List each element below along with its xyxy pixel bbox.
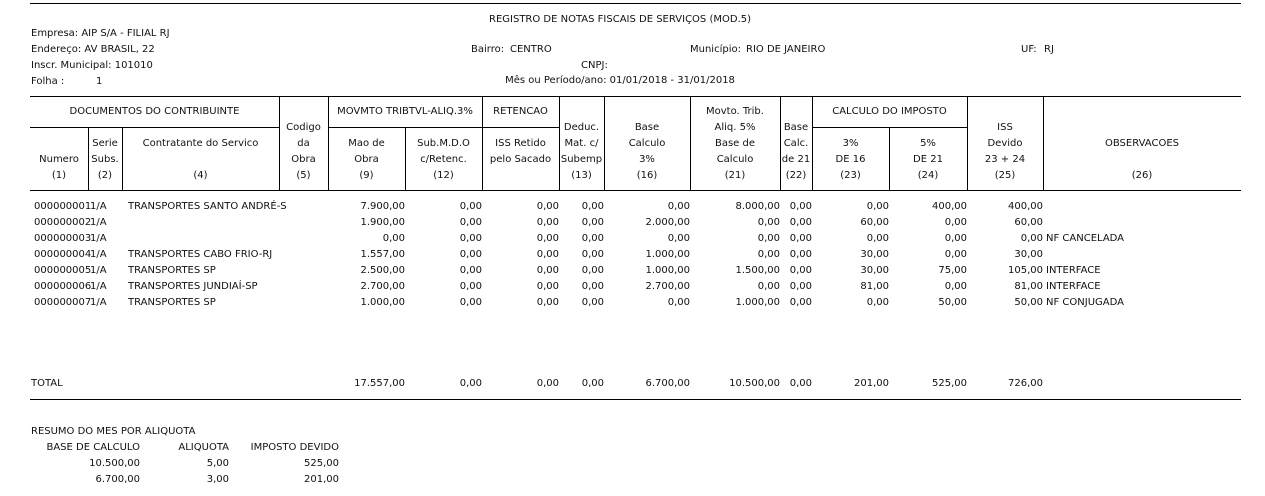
column-header-line: (1)	[51, 170, 67, 181]
column-header-line: Base	[783, 122, 809, 133]
column-header-line: Subemp	[560, 154, 603, 165]
group-retencao: RETENCAO	[493, 106, 548, 117]
cell-deduc: 0,00	[581, 217, 604, 228]
column-header-line: (22)	[785, 170, 807, 181]
column-header-line: Movto. Trib.	[706, 106, 764, 117]
column-header-line: (24)	[917, 170, 939, 181]
top-border	[30, 3, 1241, 4]
column-header-line: ISS	[997, 122, 1013, 133]
cell-iss-retido: 0,00	[536, 233, 559, 244]
resumo-title: RESUMO DO MES POR ALIQUOTA	[31, 426, 196, 437]
column-header-line: (13)	[571, 170, 592, 181]
group-calculo: CALCULO DO IMPOSTO	[832, 106, 947, 117]
bairro-label: Bairro:	[471, 44, 505, 55]
cell-iss: 60,00	[1014, 217, 1043, 228]
column-header-line: da	[297, 138, 310, 149]
empresa-text: Empresa: AIP S/A - FILIAL RJ	[31, 28, 170, 39]
total-iss: 726,00	[1008, 378, 1043, 389]
cell-iss: 0,00	[1020, 233, 1043, 244]
cell-sub-mdo: 0,00	[459, 297, 482, 308]
column-header-line: Calculo	[716, 154, 754, 165]
bairro-value: CENTRO	[510, 44, 552, 55]
cell-deduc: 0,00	[581, 249, 604, 260]
column-header-line: Sub.M.D.O	[417, 138, 470, 149]
total-base5: 10.500,00	[729, 378, 780, 389]
column-header-line: de 21	[781, 154, 811, 165]
cell-numero: 000000002	[34, 217, 92, 228]
group-line-retencao	[482, 127, 559, 128]
cell-base21: 0,00	[789, 249, 812, 260]
periodo-text: Mês ou Período/ano: 01/01/2018 - 31/01/2018	[505, 75, 735, 86]
group-documentos: DOCUMENTOS DO CONTRIBUINTE	[69, 106, 240, 117]
cell-v5: 400,00	[932, 201, 967, 212]
cell-base21: 0,00	[789, 265, 812, 276]
cell-mao-obra: 1.557,00	[360, 249, 405, 260]
column-header-line: DE 16	[835, 154, 866, 165]
column-header-line: DE 21	[913, 154, 943, 165]
cnpj-label: CNPJ:	[581, 60, 608, 71]
cell-v3: 0,00	[866, 233, 889, 244]
cell-iss: 400,00	[1008, 201, 1043, 212]
column-header-line: Contratante do Servico	[142, 138, 259, 149]
cell-iss-retido: 0,00	[536, 281, 559, 292]
cell-v3: 0,00	[866, 201, 889, 212]
total-mao-obra: 17.557,00	[354, 378, 405, 389]
resumo-cell-base: 6.700,00	[95, 474, 140, 485]
total-v5: 525,00	[932, 378, 967, 389]
cell-base5: 0,00	[757, 281, 780, 292]
cell-contratante: TRANSPORTES JUNDIAÍ-SP	[128, 281, 258, 292]
cell-v5: 0,00	[944, 281, 967, 292]
cell-v3: 0,00	[866, 297, 889, 308]
cell-mao-obra: 2.500,00	[360, 265, 405, 276]
resumo-col-base: BASE DE CALCULO	[46, 442, 140, 453]
cell-base5: 1.000,00	[735, 297, 780, 308]
column-header-line: (21)	[724, 170, 746, 181]
cell-sub-mdo: 0,00	[459, 201, 482, 212]
column-header-line: Base de	[714, 138, 756, 149]
cell-iss: 81,00	[1014, 281, 1043, 292]
cell-numero: 000000004	[34, 249, 92, 260]
cell-serie: 1/A	[90, 217, 107, 228]
column-header-line: Base	[634, 122, 660, 133]
endereco-text: Endereço: AV BRASIL, 22	[31, 44, 155, 55]
cell-iss-retido: 0,00	[536, 297, 559, 308]
cell-mao-obra: 1.900,00	[360, 217, 405, 228]
total-sub-mdo: 0,00	[459, 378, 482, 389]
column-header-line: OBSERVACOES	[1104, 138, 1179, 149]
total-deduc: 0,00	[581, 378, 604, 389]
cell-iss: 30,00	[1014, 249, 1043, 260]
group-line-documentos	[30, 127, 279, 128]
column-header-line: 3%	[842, 138, 859, 149]
column-header-line: 3%	[639, 154, 655, 165]
cell-sub-mdo: 0,00	[459, 249, 482, 260]
column-header-line: Mat. c/	[564, 138, 599, 149]
column-header-line: 5%	[920, 138, 936, 149]
column-header-line: Obra	[354, 154, 379, 165]
cell-base3: 1.000,00	[645, 265, 690, 276]
cell-contratante: TRANSPORTES SP	[128, 297, 216, 308]
cell-numero: 000000006	[34, 281, 92, 292]
column-header-line: c/Retenc.	[420, 154, 467, 165]
cell-base21: 0,00	[789, 281, 812, 292]
cell-obs: NF CONJUGADA	[1046, 297, 1124, 308]
resumo-cell-imposto: 525,00	[304, 458, 339, 469]
cell-v3: 30,00	[860, 249, 889, 260]
cell-serie: 1/A	[90, 281, 107, 292]
column-header-line: (16)	[636, 170, 658, 181]
cell-contratante: TRANSPORTES SANTO ANDRÉ-S	[128, 201, 287, 212]
cell-sub-mdo: 0,00	[459, 217, 482, 228]
resumo-cell-aliquota: 3,00	[206, 474, 229, 485]
cell-iss: 105,00	[1008, 265, 1043, 276]
cell-serie: 1/A	[90, 201, 107, 212]
cell-sub-mdo: 0,00	[459, 281, 482, 292]
report-title: REGISTRO DE NOTAS FISCAIS DE SERVIÇOS (MOD.5)	[489, 14, 751, 25]
folha-label: Folha :	[31, 76, 65, 87]
cell-v3: 81,00	[860, 281, 889, 292]
cell-serie: 1/A	[90, 249, 107, 260]
cell-base3: 2.000,00	[645, 217, 690, 228]
column-header-line: (23)	[840, 170, 861, 181]
total-base3: 6.700,00	[645, 378, 690, 389]
cell-v3: 60,00	[860, 217, 889, 228]
uf-label: UF:	[1021, 44, 1037, 55]
cell-base5: 1.500,00	[735, 265, 780, 276]
header-top-line	[30, 96, 1241, 97]
cell-numero: 000000001	[34, 201, 92, 212]
cell-base5: 0,00	[757, 233, 780, 244]
cell-v3: 30,00	[860, 265, 889, 276]
total-bottom-line	[30, 399, 1241, 400]
group-movmto: MOVMTO TRIBTVL-ALIQ.3%	[337, 106, 473, 117]
cell-deduc: 0,00	[581, 201, 604, 212]
cell-sub-mdo: 0,00	[459, 233, 482, 244]
cell-mao-obra: 2.700,00	[360, 281, 405, 292]
cell-mao-obra: 7.900,00	[360, 201, 405, 212]
header-bottom-line	[30, 190, 1241, 191]
column-header-line: (25)	[994, 170, 1016, 181]
column-header-line: Aliq. 5%	[714, 122, 756, 133]
cell-base3: 0,00	[667, 233, 690, 244]
cell-contratante: TRANSPORTES CABO FRIO-RJ	[128, 249, 273, 260]
cell-v5: 75,00	[938, 265, 967, 276]
inscricao-text: Inscr. Municipal: 101010	[31, 60, 153, 71]
cell-sub-mdo: 0,00	[459, 265, 482, 276]
cell-iss-retido: 0,00	[536, 265, 559, 276]
column-header-line: Obra	[291, 154, 316, 165]
cell-base21: 0,00	[789, 297, 812, 308]
cell-base5: 0,00	[757, 249, 780, 260]
cell-iss: 50,00	[1014, 297, 1043, 308]
cell-v5: 0,00	[944, 233, 967, 244]
column-header-line: 23 + 24	[984, 154, 1026, 165]
cell-v5: 0,00	[944, 217, 967, 228]
column-header-line: (12)	[433, 170, 454, 181]
cell-deduc: 0,00	[581, 233, 604, 244]
column-header-line: ISS Retido	[495, 138, 546, 149]
column-header-line: pelo Sacado	[489, 154, 552, 165]
column-header-line: (5)	[296, 170, 311, 181]
column-header-line: Calculo	[628, 138, 666, 149]
column-header-line: Deduc.	[563, 122, 600, 133]
cell-base3: 1.000,00	[645, 249, 690, 260]
column-header-line: (9)	[359, 170, 374, 181]
cell-iss-retido: 0,00	[536, 249, 559, 260]
total-iss-retido: 0,00	[536, 378, 559, 389]
cell-base21: 0,00	[789, 217, 812, 228]
column-header-line: Calc.	[783, 138, 809, 149]
cell-obs: INTERFACE	[1046, 265, 1101, 276]
cell-serie: 1/A	[90, 297, 107, 308]
cell-contratante: TRANSPORTES SP	[128, 265, 216, 276]
cell-iss-retido: 0,00	[536, 201, 559, 212]
cell-numero: 000000005	[34, 265, 92, 276]
cell-numero: 000000003	[34, 233, 92, 244]
cell-base3: 0,00	[667, 201, 690, 212]
cell-base3: 0,00	[667, 297, 690, 308]
cell-v5: 0,00	[944, 249, 967, 260]
municipio-value: RIO DE JANEIRO	[746, 44, 826, 55]
column-header-line: (4)	[193, 170, 208, 181]
cell-deduc: 0,00	[581, 265, 604, 276]
cell-deduc: 0,00	[581, 297, 604, 308]
cell-v5: 50,00	[938, 297, 967, 308]
resumo-cell-base: 10.500,00	[89, 458, 140, 469]
cell-obs: INTERFACE	[1046, 281, 1101, 292]
folha-value: 1	[96, 76, 103, 87]
cell-numero: 000000007	[34, 297, 92, 308]
cell-base5: 0,00	[757, 217, 780, 228]
cell-base21: 0,00	[789, 233, 812, 244]
total-v3: 201,00	[854, 378, 889, 389]
municipio-label: Município:	[690, 44, 741, 55]
total-label: TOTAL	[31, 378, 63, 389]
column-header-line: Mao de	[348, 138, 385, 149]
column-header-line: Codigo	[286, 122, 321, 133]
column-header-line: Subs.	[91, 154, 119, 165]
resumo-col-imposto: IMPOSTO DEVIDO	[250, 442, 339, 453]
resumo-cell-aliquota: 5,00	[206, 458, 229, 469]
cell-mao-obra: 0,00	[382, 233, 405, 244]
cell-deduc: 0,00	[581, 281, 604, 292]
resumo-cell-imposto: 201,00	[304, 474, 339, 485]
cell-obs: NF CANCELADA	[1046, 233, 1125, 244]
cell-base3: 2.700,00	[645, 281, 690, 292]
uf-value: RJ	[1044, 44, 1054, 55]
column-header-line: (26)	[1131, 170, 1153, 181]
cell-mao-obra: 1.000,00	[360, 297, 405, 308]
cell-serie: 1/A	[90, 233, 107, 244]
resumo-col-aliquota: ALIQUOTA	[178, 442, 229, 453]
column-header-line: Serie	[92, 138, 118, 149]
column-header-line: (2)	[97, 170, 113, 181]
cell-base21: 0,00	[789, 201, 812, 212]
total-base21: 0,00	[789, 378, 812, 389]
cell-base5: 8.000,00	[735, 201, 780, 212]
cell-iss-retido: 0,00	[536, 217, 559, 228]
cell-serie: 1/A	[90, 265, 107, 276]
column-header-line: Devido	[987, 138, 1023, 149]
column-header-line: Numero	[39, 154, 79, 165]
